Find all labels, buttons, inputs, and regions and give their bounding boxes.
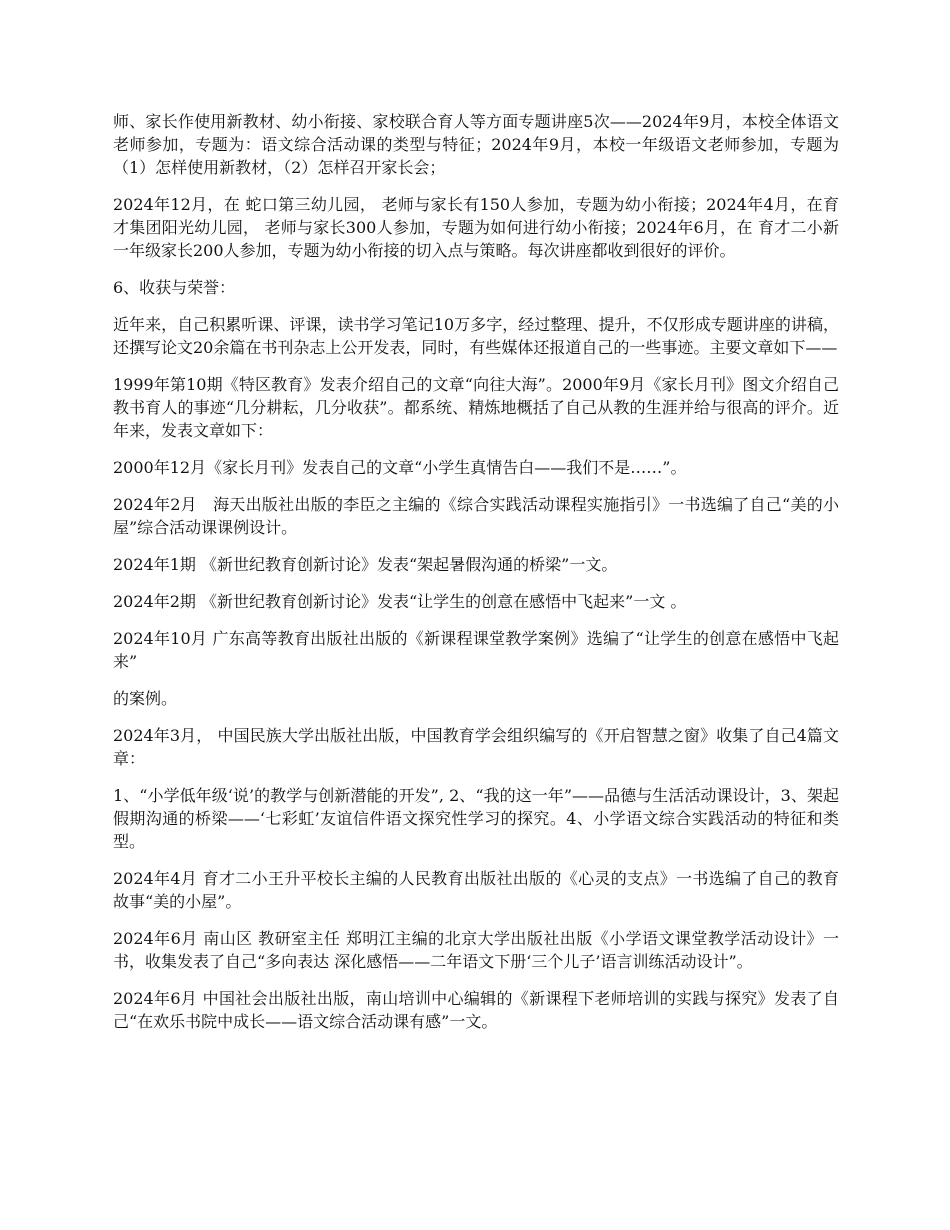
list-item-publication: 2024年3月， 中国民族大学出版社出版，中国教育学会组织编写的《开启智慧之窗》收集了自己4篇文章： (113, 726, 839, 768)
list-item-publication: 2024年4月 育才二小王升平校长主编的人民教育出版社出版的《心灵的支点》一书选编了自己的教育故事“美的小屋”。 (113, 869, 839, 911)
list-item-publication: 2000年12月《家长月刊》发表自己的文章“小学生真情告白——我们不是……”。 (113, 458, 687, 477)
list-item-publication: 2024年6月 中国社会出版社出版，南山培训中心编辑的《新课程下老师培训的实践与探究》发表了自己“在欢乐书院中成长——语文综合活动课有感”一文。 (113, 989, 839, 1031)
paragraph-lectures-intro: 师、家长作使用新教材、幼小衔接、家校联合育人等方面专题讲座5次——2024年9月，本校全体语文老师参加，专题为：语文综合活动课的类型与特征；2024年9月，本校一年级语文老师参加，专题为（1）怎样使用新教材，（2）怎样召开家长会； (113, 112, 839, 177)
paragraph-media-reports: 1999年第10期《特区教育》发表介绍自己的文章“向往大海”。2000年9月《家长月刊》图文介绍自己教书育人的事迹“几分耕耘，几分收获”。都系统、精炼地概括了自己从教的生涯并给与很高的评介。近年来，发表文章如下： (113, 375, 839, 440)
list-item-publication: 2024年1期 《新世纪教育创新讨论》发表“架起暑假沟通的桥梁”一文。 (113, 555, 618, 574)
paragraph-achievements-summary: 近年来，自己积累听课、评课，读书学习笔记10万多字，经过整理、提升，不仅形成专题讲座的讲稿，还撰写论文20余篇在书刊杂志上公开发表，同时，有些媒体还报道自己的一些事迹。主要文章如下—— (113, 315, 839, 357)
list-item-publication: 2024年2月 海天出版社出版的李臣之主编的《综合实践活动课程实施指引》一书选编了自己“美的小屋”综合活动课课例设计。 (113, 495, 839, 537)
list-item-article-titles: 1、“小学低年级‘说’的教学与创新潜能的开发”, 2、“我的这一年”——品德与生活活动课设计，3、架起假期沟通的桥梁——‘七彩虹’友谊信件语文探究性学习的探究。4、小学语文综合实践活动的特征和类型。 (113, 786, 839, 851)
list-item-publication: 2024年2期 《新世纪教育创新讨论》发表“让学生的创意在感悟中飞起来”一文 。 (113, 592, 687, 611)
list-item-publication: 2024年6月 南山区 教研室主任 郑明江主编的北京大学出版社出版《小学语文课堂教学活动设计》一书，收集发表了自己“多向表达 深化感悟——二年语文下册‘三个儿子’语言训练活动设计”。 (113, 929, 839, 971)
list-item-publication: 2024年10月 广东高等教育出版社出版的《新课程课堂教学案例》选编了“让学生的创意在感悟中飞起来” (113, 629, 839, 671)
paragraph-lectures-detail: 2024年12月，在 蛇口第三幼儿园， 老师与家长有150人参加，专题为幼小衔接；2024年4月，在育才集团阳光幼儿园， 老师与家长300人参加，专题为如何进行幼小衔接；2024年6月，在 育才二小新一年级家长200人参加，专题为幼小衔接的切入点与策略。每次讲座都收到很好的评价。 (113, 195, 839, 260)
section-heading-achievements: 6、收获与荣誉： (113, 278, 236, 297)
list-item-publication-continuation: 的案例。 (113, 689, 178, 708)
document-body (113, 110, 839, 1047)
